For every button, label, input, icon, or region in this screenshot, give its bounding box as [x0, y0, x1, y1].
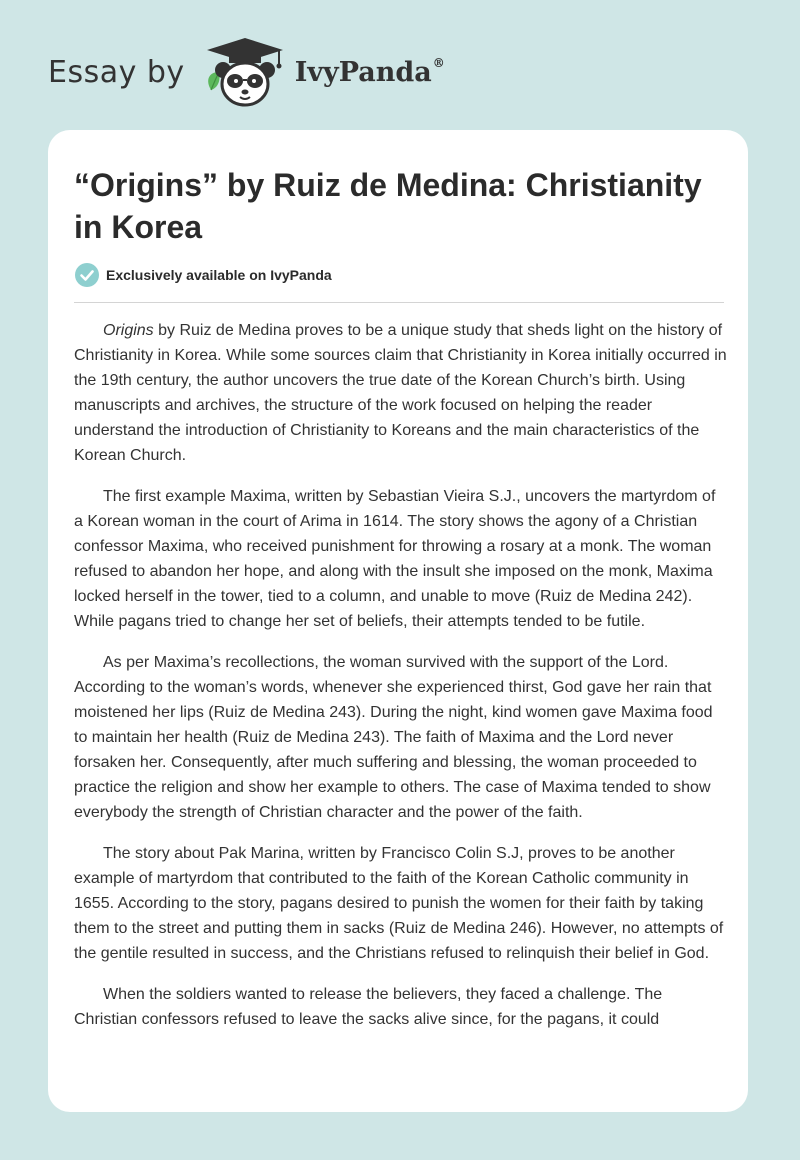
exclusive-badge — [74, 262, 332, 288]
essay-body — [74, 318, 728, 1048]
paragraph-1: Origins by Ruiz de Medina proves to be a unique study that sheds light on the history of Christianity in Korea. While some sources claim that Christianity in Korea initially occurred in the 19th century, the author uncovers the true date of the Korean Church’s birth. Using manuscripts and archives, the structure of the work focused on helping the reader understand the introduction of Christianity to Koreans and the main characteristics of the Korean Church. — [74, 322, 727, 464]
essay-card — [48, 130, 748, 1112]
essay-by-label: Essay by — [48, 54, 185, 90]
essay-title: “Origins” by Ruiz de Medina: Christianity in Korea — [74, 167, 702, 245]
registered-mark: ® — [432, 56, 445, 70]
site-header — [48, 36, 445, 108]
book-title-italic: Origins — [103, 322, 154, 339]
paragraph-4: The story about Pak Marina, written by Francisco Colin S.J, proves to be another example of martyrdom that contributed to the faith of the Korean Catholic community in 1655. According to the story, pagans desired to punish the women for their faith by taking them to the street and putting them in sacks (Ruiz de Medina 246). However, no attempts of the gentile resulted in success, and the Christians refused to relinquish their belief in God. — [74, 845, 724, 962]
paragraph-3: As per Maxima’s recollections, the woman survived with the support of the Lord. According to the woman’s words, whenever she experienced thirst, God gave her rain that moistened her lips (Ruiz de Medina 243). During the night, kind women gave Maxima food to maintain her health (Ruiz de Medina 243). The faith of Maxima and the Lord never forsaken her. Consequently, after much suffering and blessing, the woman proceeded to practice the religion and show her example to others. The case of Maxima tended to show everybody the strength of Christian character and the power of the faith. — [74, 654, 713, 821]
panda-logo-icon — [199, 36, 291, 108]
brand-name: IvyPanda® — [294, 56, 445, 88]
title-divider — [74, 302, 724, 303]
paragraph-2: The first example Maxima, written by Sebastian Vieira S.J., uncovers the martyrdom of a Korean woman in the court of Arima in 1614. The story shows the agony of a Christian confessor Maxima, who received punishment for throwing a rosary at a monk. The woman refused to abandon her hope, and along with the insult she imposed on the monk, Maxima locked herself in the tower, tied to a column, and unable to move (Ruiz de Medina 242). While pagans tried to change her set of beliefs, their attempts tended to be futile. — [74, 488, 716, 630]
check-circle-icon — [74, 262, 100, 288]
paragraph-5: When the soldiers wanted to release the believers, they faced a challenge. The Christian confessors refused to leave the sacks alive since, for the pagans, it could — [74, 986, 663, 1028]
exclusive-badge-text: Exclusively available on IvyPanda — [106, 267, 332, 283]
